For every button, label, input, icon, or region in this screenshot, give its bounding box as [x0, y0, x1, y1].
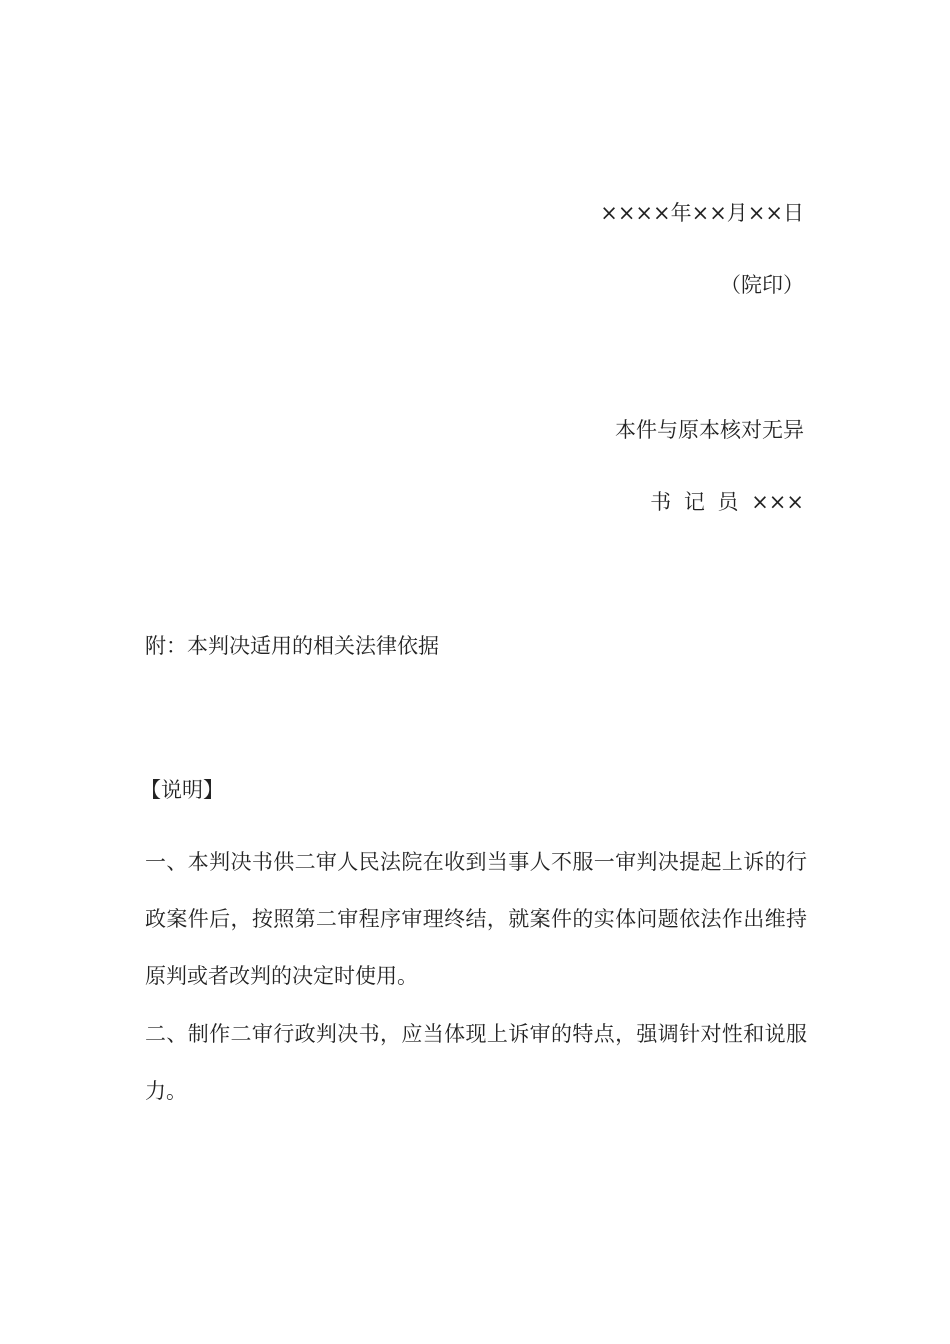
appendix-note: 附：本判决适用的相关法律依据: [145, 634, 439, 658]
clerk-signature: 书 记 员 ×××: [650, 490, 804, 514]
notes-paragraph-1: 一、本判决书供二审人民法院在收到当事人不服一审判决提起上诉的行政案件后，按照第二审程序审理终结，就案件的实体问题依法作出维持原判或者改判的决定时使用。: [145, 850, 807, 988]
notes-heading: 【说明】: [140, 778, 224, 802]
verification-statement: 本件与原本核对无异: [615, 418, 804, 442]
court-seal-note: （院印）: [720, 273, 804, 297]
judgment-date: ××××年××月××日: [600, 201, 804, 225]
notes-paragraph-2: 二、制作二审行政判决书，应当体现上诉审的特点，强调针对性和说服力。: [145, 1022, 807, 1103]
